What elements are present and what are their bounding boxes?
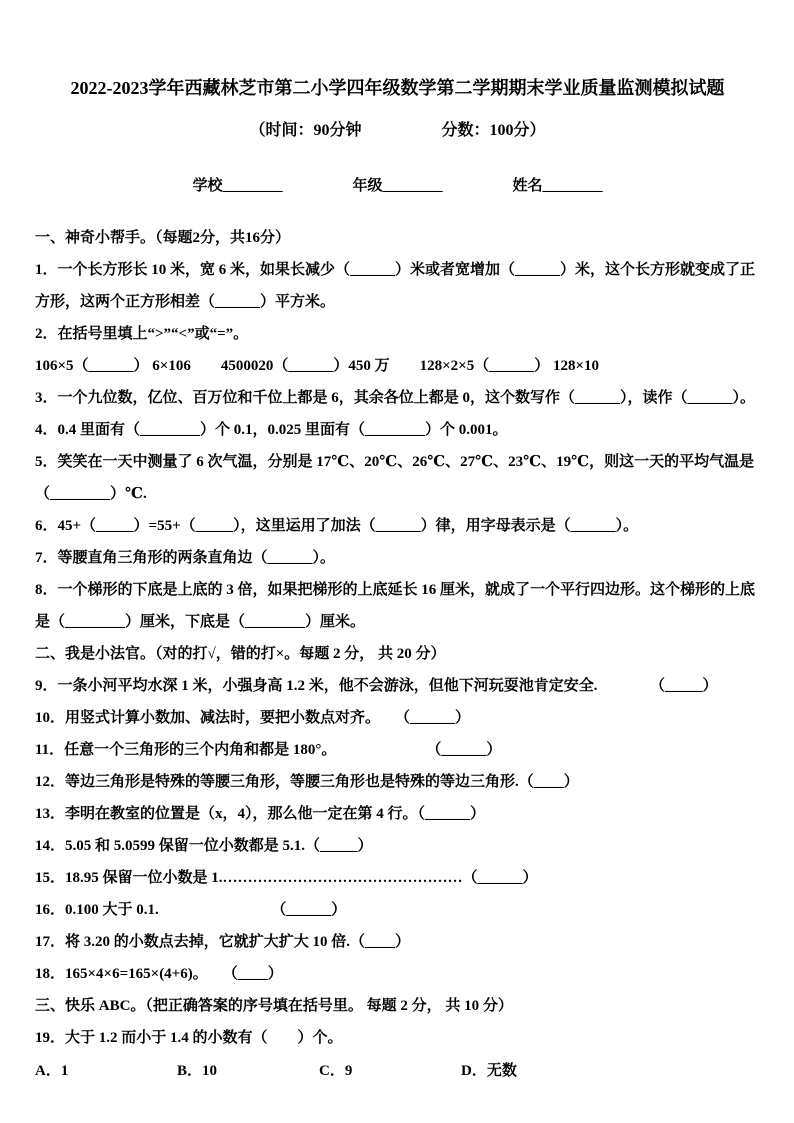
question-14: 14．5.05 和 5.0599 保留一位小数都是 5.1.（_____） <box>35 838 373 854</box>
question-19: 19．大于 1.2 而小于 1.4 的小数有（ ）个。 <box>35 1030 343 1046</box>
question-11: 11．任意一个三角形的三个内角和都是 180°。 （______） <box>35 742 502 758</box>
option-d: D．无数 <box>461 1063 517 1079</box>
student-fields <box>35 176 760 196</box>
question-10: 10．用竖式计算小数加、减法时，要把小数点对齐。 （______） <box>35 710 471 726</box>
school-field: 学校________ <box>192 178 283 194</box>
time-label: （时间：90分钟 <box>249 122 362 139</box>
page-title: 2022-2023学年西藏林芝市第二小学四年级数学第二学期期末学业质量监测模拟试题 <box>70 78 725 98</box>
question-1: 1．一个长方形长 10 米，宽 6 米，如果长减少（______）米或者宽增加（______）米，这个长方形就变成了正方形，这两个正方形相差（______）平方米。 <box>35 262 756 310</box>
section-1-header: 一、神奇小帮手。（每题2分，共16分） <box>35 230 291 246</box>
option-c: C．9 <box>319 1063 353 1079</box>
section-2-header: 二、我是小法官。（对的打√，错的打×。每题 2 分， 共 20 分） <box>35 646 446 662</box>
question-9: 9．一条小河平均水深 1 米，小强身高 1.2 米，他不会游泳，但他下河玩耍池肯定安全. （_____） <box>35 678 718 694</box>
question-5: 5．笑笑在一天中测量了 6 次气温，分别是 17℃、20℃、26℃、27℃、23℃、19℃，则这一天的平均气温是（________）℃. <box>35 454 755 502</box>
question-12: 12．等边三角形是特殊的等腰三角形，等腰三角形也是特殊的等边三角形.（____） <box>35 774 579 790</box>
option-b: B．10 <box>177 1063 218 1079</box>
score-label: 分数：100分） <box>441 122 546 139</box>
name-field: 姓名________ <box>512 178 603 194</box>
section-3-header: 三、快乐 ABC。（把正确答案的序号填在括号里。 每题 2 分， 共 10 分） <box>35 998 513 1014</box>
section-1 <box>35 222 760 638</box>
question-18: 18．165×4×6=165×(4+6)。 （____） <box>35 966 283 982</box>
question-4: 4．0.4 里面有（________）个 0.1，0.025 里面有（________）个 0.001。 <box>35 422 508 438</box>
section-3 <box>35 990 760 1088</box>
question-7: 7．等腰直角三角形的两条直角边（______）。 <box>35 550 336 566</box>
question-2: 2．在括号里填上“>”“<”或“=”。 <box>35 326 249 342</box>
question-15: 15．18.95 保留一位小数是 1.…………………………………………（______） <box>35 870 538 886</box>
question-8: 8．一个梯形的下底是上底的 3 倍，如果把梯形的上底延长 16 厘米，就成了一个平行四边形。这个梯形的上底是（________）厘米，下底是（________）厘米。 <box>35 582 756 630</box>
question-2-comparisons: 106×5（______） 6×106 4500020（______）450 万 128×2×5（______） 128×10 <box>35 358 599 374</box>
question-3: 3．一个九位数，亿位、百万位和千位上都是 6，其余各位上都是 0，这个数写作（______），读作（______）。 <box>35 390 756 406</box>
option-a: A．1 <box>35 1063 69 1079</box>
question-19-options <box>35 1054 760 1088</box>
exam-meta <box>35 120 760 142</box>
section-2 <box>35 638 760 990</box>
question-17: 17．将 3.20 的小数点去掉，它就扩大扩大 10 倍.（____） <box>35 934 411 950</box>
question-6: 6．45+（_____）=55+（_____），这里运用了加法（______）律，用字母表示是（______）。 <box>35 518 639 534</box>
question-16: 16．0.100 大于 0.1. （______） <box>35 902 347 918</box>
grade-field: 年级________ <box>352 178 443 194</box>
question-13: 13．李明在教室的位置是（x，4），那么他一定在第 4 行。（______） <box>35 806 486 822</box>
